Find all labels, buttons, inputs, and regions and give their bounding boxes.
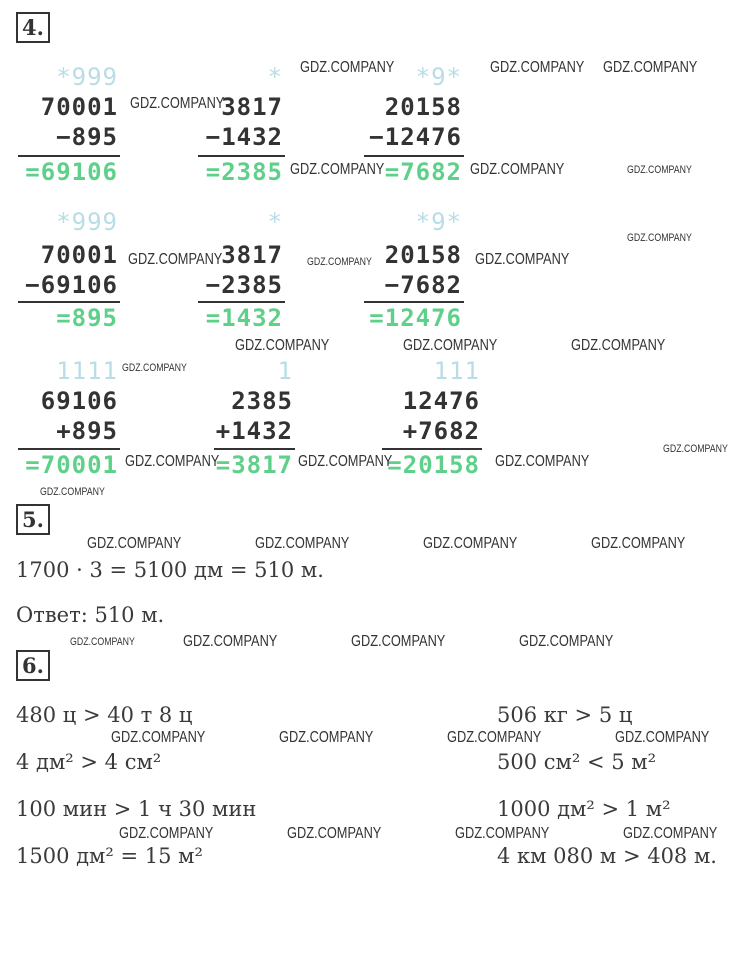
calc-underline [18, 448, 120, 450]
watermark: GDZ.COMPANY [495, 453, 590, 470]
calc-b: −12476 [369, 123, 462, 151]
watermark: GDZ.COMPANY [615, 729, 710, 746]
calc-carry: *999 [56, 208, 118, 236]
task-5-label: 5. [16, 504, 50, 535]
task-4-label: 4. [16, 12, 50, 43]
watermark: GDZ.COMPANY [475, 251, 570, 268]
watermark: GDZ.COMPANY [290, 161, 385, 178]
watermark: GDZ.COMPANY [125, 453, 220, 470]
watermark: GDZ.COMPANY [70, 636, 135, 648]
calc-r: =20158 [387, 451, 480, 479]
comparison-left: 1500 дм² = 15 м² [16, 844, 203, 868]
calc-a: 70001 [40, 93, 118, 121]
calc-r: =70001 [25, 451, 118, 479]
watermark: GDZ.COMPANY [300, 59, 395, 76]
watermark: GDZ.COMPANY [40, 486, 105, 498]
task-5-solution: 1700 · 3 = 5100 дм = 510 м. [16, 558, 324, 582]
watermark: GDZ.COMPANY [235, 337, 330, 354]
calc-b: −7682 [384, 271, 462, 299]
watermark: GDZ.COMPANY [490, 59, 585, 76]
watermark: GDZ.COMPANY [403, 337, 498, 354]
calc-underline [198, 155, 285, 157]
calc-a: 3817 [221, 241, 283, 269]
calc-b: −1432 [205, 123, 283, 151]
calc-r: =12476 [369, 304, 462, 332]
calc-a: 3817 [221, 93, 283, 121]
calc-r: =69106 [25, 158, 118, 186]
comparison-right: 506 кг > 5 ц [497, 703, 633, 727]
watermark: GDZ.COMPANY [447, 729, 542, 746]
calc-b: +895 [56, 417, 118, 445]
calc-carry: * [267, 208, 283, 236]
comparison-left: 4 дм² > 4 см² [16, 750, 162, 774]
watermark: GDZ.COMPANY [111, 729, 206, 746]
watermark: GDZ.COMPANY [307, 256, 372, 268]
calc-carry: 1 [277, 357, 293, 385]
calc-underline [18, 155, 120, 157]
comparison-right: 1000 дм² > 1 м² [497, 797, 671, 821]
watermark: GDZ.COMPANY [591, 535, 686, 552]
watermark: GDZ.COMPANY [351, 633, 446, 650]
comparison-left: 100 мин > 1 ч 30 мин [16, 797, 257, 821]
comparison-left: 480 ц > 40 т 8 ц [16, 703, 193, 727]
calc-carry: *9* [415, 208, 462, 236]
comparison-right: 4 км 080 м > 408 м. [497, 844, 717, 868]
watermark: GDZ.COMPANY [130, 95, 225, 112]
watermark: GDZ.COMPANY [623, 825, 718, 842]
calc-b: −2385 [205, 271, 283, 299]
watermark: GDZ.COMPANY [128, 251, 223, 268]
watermark: GDZ.COMPANY [183, 633, 278, 650]
watermark: GDZ.COMPANY [423, 535, 518, 552]
watermark: GDZ.COMPANY [119, 825, 214, 842]
calc-a: 20158 [384, 241, 462, 269]
watermark: GDZ.COMPANY [470, 161, 565, 178]
watermark: GDZ.COMPANY [627, 164, 692, 176]
calc-b: −895 [56, 123, 118, 151]
calc-r: =3817 [215, 451, 293, 479]
watermark: GDZ.COMPANY [298, 453, 393, 470]
task-6-label: 6. [16, 650, 50, 681]
calc-carry: * [267, 63, 283, 91]
calc-b: +7682 [402, 417, 480, 445]
calc-b: −69106 [25, 271, 118, 299]
watermark: GDZ.COMPANY [279, 729, 374, 746]
calc-carry: *999 [56, 63, 118, 91]
calc-r: =1432 [205, 304, 283, 332]
calc-carry: *9* [415, 63, 462, 91]
calc-underline [214, 448, 295, 450]
watermark: GDZ.COMPANY [627, 232, 692, 244]
watermark: GDZ.COMPANY [287, 825, 382, 842]
watermark: GDZ.COMPANY [663, 443, 728, 455]
calc-underline [18, 301, 120, 303]
calc-a: 69106 [40, 387, 118, 415]
comparison-right: 500 см² < 5 м² [497, 750, 657, 774]
watermark: GDZ.COMPANY [455, 825, 550, 842]
calc-a: 20158 [384, 93, 462, 121]
calc-a: 2385 [231, 387, 293, 415]
task-5-answer: Ответ: 510 м. [16, 603, 165, 627]
calc-underline [198, 301, 285, 303]
watermark: GDZ.COMPANY [87, 535, 182, 552]
calc-r: =2385 [205, 158, 283, 186]
calc-underline [382, 448, 482, 450]
watermark: GDZ.COMPANY [255, 535, 350, 552]
calc-carry: 111 [433, 357, 480, 385]
calc-carry: 1111 [56, 357, 118, 385]
watermark: GDZ.COMPANY [519, 633, 614, 650]
calc-r: =7682 [384, 158, 462, 186]
calc-b: +1432 [215, 417, 293, 445]
calc-r: =895 [56, 304, 118, 332]
watermark: GDZ.COMPANY [122, 362, 187, 374]
calc-underline [364, 155, 464, 157]
calc-a: 12476 [402, 387, 480, 415]
calc-a: 70001 [40, 241, 118, 269]
watermark: GDZ.COMPANY [571, 337, 666, 354]
watermark: GDZ.COMPANY [603, 59, 698, 76]
calc-underline [364, 301, 464, 303]
